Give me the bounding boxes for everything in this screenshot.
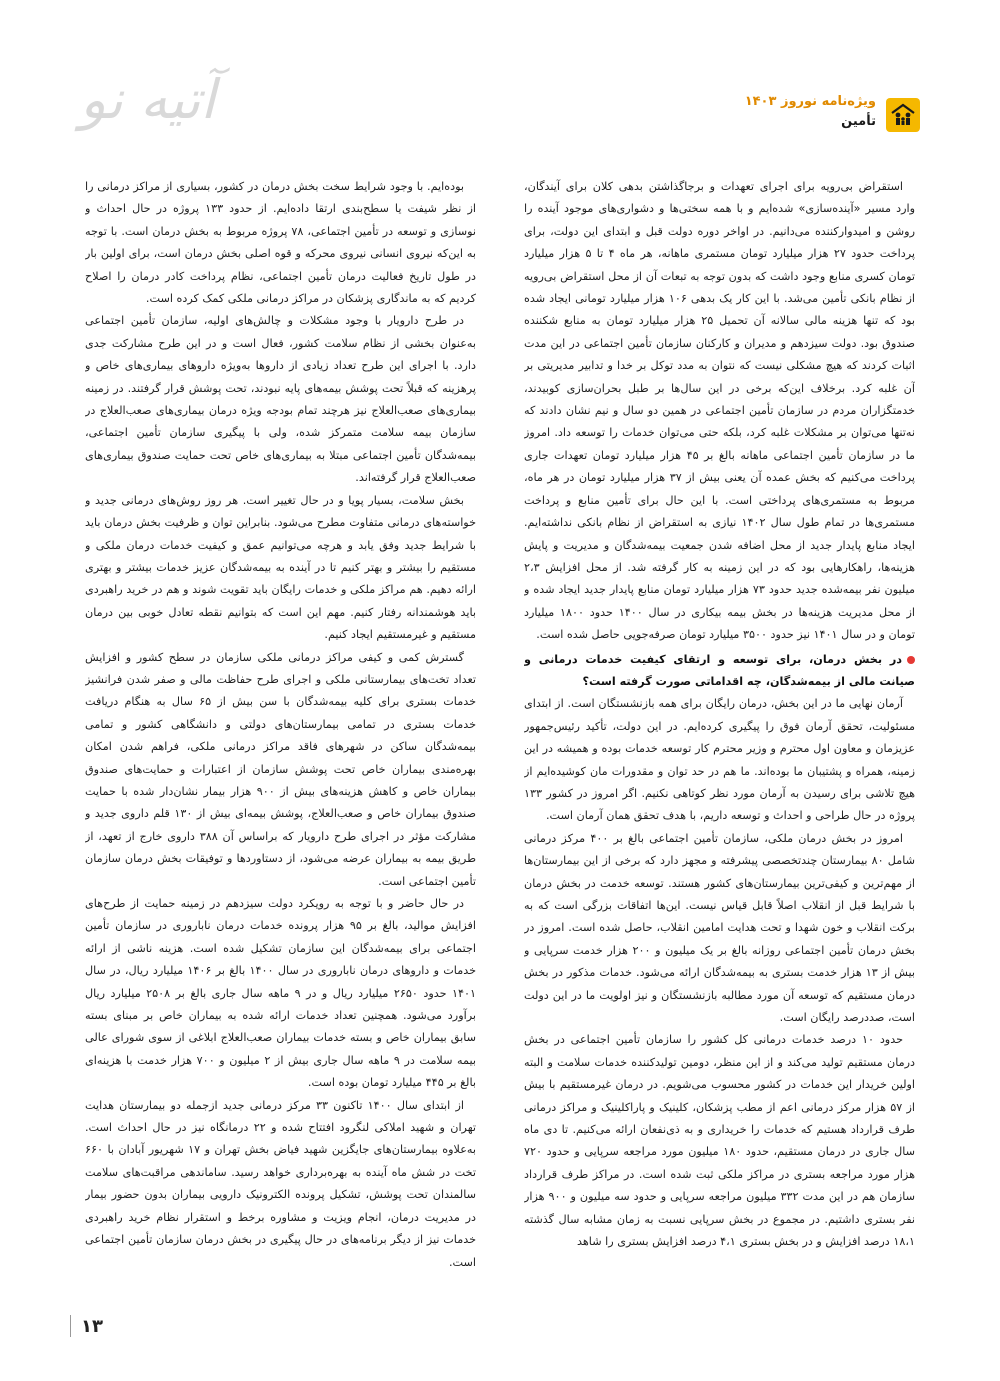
paragraph: از ابتدای سال ۱۴۰۰ تاکنون ۳۳ مرکز درمانی جدید ازجمله دو بیمارستان هدایت تهران و شهید املاکی لنگرود افتتاح شده و ۲۲ درمانگاه نیز در حال احداث است. به‌علاوه بیمارستان‌های جایگزین شهید فیاض بخش تهران و ۱۷ شهریور آبادان با ۶۶۰ تخت در شش ماه آینده به بهره‌برداری خواهد رسید. ساماندهی مراقبت‌های سلامت سالمندان تحت پوشش، تشکیل پرونده الکترونیک دارویی بیماران بدون حضور بیمار در مدیریت درمان، انجام ویزیت و مشاوره برخط و استقرار نظام خرید راهبردی خدمات نیز از دیگر برنامه‌های در حال پیگیری در بخش درمان سازمان تأمین اجتماعی است. bbox=[85, 1098, 476, 1269]
right-column bbox=[524, 176, 915, 1289]
brand-mark: آتیه نو bbox=[80, 68, 216, 131]
paragraph: گسترش کمی و کیفی مراکز درمانی ملکی سازمان در سطح کشور و افزایش تعداد تخت‌های بیمارستانی ملکی و اجرای طرح حفاظت مالی و صفر شدن فرانشیز خدمات بستری برای کلیه بیمه‌شدگان با سن بیش از ۶۵ سال به هنگام دریافت خدمات بستری در تمامی بیمارستان‌های دولتی و دانشگاهی کشور و تمامی بیمه‌شدگان ساکن در شهرهای فاقد مراکز درمانی ملکی، فراهم شدن امکان بهره‌مندی بیماران خاص تحت پوشش سازمان از اعتبارات و حمایت‌های صندوق بیماران خاص و کاهش هزینه‌های بیش از ۹۰۰ هزار بیمار نشان‌دار شده با حمایت صندوق بیماران خاص و صعب‌العلاج، پوشش بیمه‌ای بیش از ۱۳۰ قلم داروی جدید و مشارکت مؤثر در اجرای طرح دارویار که براساس آن ۳۸۸ داروی خارج از تعهد، از طریق بیمه به بیماران عرضه می‌شود، از دستاوردها و توفیقات بخش درمان سازمان تأمین اجتماعی است. bbox=[85, 650, 476, 888]
page-header bbox=[70, 58, 910, 148]
left-column bbox=[85, 176, 476, 1289]
paragraph: امروز در بخش درمان ملکی، سازمان تأمین اجتماعی بالغ بر ۴۰۰ مرکز درمانی شامل ۸۰ بیمارستان چندتخصصی پیشرفته و مجهز دارد که برخی از این بیمارستان‌ها از مهم‌ترین و کیفی‌ترین بیمارستان‌های کشور هستند. توسعه خدمت در بخش درمان با شرایط قبل از انقلاب اصلاً قابل قیاس نیست. این‌ها اتفاقات بزرگی است که به برکت انقلاب و خون شهدا و تحت هدایت امامین انقلاب، حاصل شده است. امروز در بخش درمان تأمین اجتماعی روزانه بالغ بر یک میلیون و ۲۰۰ هزار خدمت سرپایی و بیش از ۱۳ هزار خدمت بستری به بیمه‌شدگان ارائه می‌شود. خدمات مذکور در بخش درمان مستقیم که توسعه آن مورد مطالبه بازنشستگان و نیز اولویت ما در این دولت است، صددرصد رایگان است. bbox=[524, 831, 915, 1025]
bullet-icon bbox=[907, 656, 915, 664]
paragraph: در طرح دارویار با وجود مشکلات و چالش‌های اولیه، سازمان تأمین اجتماعی به‌عنوان بخشی از نظام سلامت کشور، فعال است و در این طرح مشارکت جدی دارد. با اجرای این طرح تعداد زیادی از داروها به‌ویژه داروهای بیماری‌های خاص و پرهزینه که قبلاً تحت پوشش بیمه‌های پایه نبودند، تحت پوشش قرار گرفتند. در زمینه بیماری‌های صعب‌العلاج نیز هرچند تمام بودجه ویژه درمان بیماری‌های صعب‌العلاج در سازمان بیمه سلامت متمرکز شده، ولی با پیگیری سازمان تأمین اجتماعی، بیمه‌شدگان تأمین اجتماعی مبتلا به بیماری‌های خاص تحت حمایت صندوق بیماری‌های صعب‌العلاج قرار گرفته‌اند. bbox=[85, 314, 476, 485]
paragraph: آرمان نهایی ما در این بخش، درمان رایگان برای همه بازنشستگان است. از ابتدای مسئولیت، تحقق آرمان فوق را پیگیری کرده‌ایم. در این دولت، تأکید رئیس‌جمهور عزیزمان و معاون اول محترم و وزیر محترم کار توسعه خدمات بوده و همیشه در این زمینه، همراه و پشتیبان ما بوده‌اند. ما هم در حد توان و مقدورات مان کوشیده‌ایم از هیچ تلاشی برای رسیدن به آرمان مورد نظر کوتاهی نکنیم. اگر امروز در کشور ۱۳۳ پروژه در حال طراحی و احداث و توسعه داریم، با هدف تحقق همان آرمان است. bbox=[524, 697, 915, 823]
interview-question bbox=[524, 649, 915, 694]
article-body bbox=[85, 176, 915, 1289]
paragraph: بخش سلامت، بسیار پویا و در حال تغییر است. هر روز روش‌های درمانی جدید و خواسته‌های درمانی متفاوت مطرح می‌شود. بنابراین توان و ظرفیت بخش درمان باید با شرایط جدید وفق یابد و هرچه می‌توانیم عمق و کیفیت خدمات درمان ملکی و مستقیم را بیشتر و بهتر کنیم تا در آینده به بیمه‌شدگان عزیز خدمات بیشتر و بهتری ارائه دهیم. هم مراکز ملکی و خدمات رایگان باید تقویت شوند و هم در خرید راهبردی باید هوشمندانه رفتار کنیم. مهم این است که بتوانیم نقطه تعادل خوبی بین درمان مستقیم و غیرمستقیم ایجاد کنیم. bbox=[85, 493, 476, 642]
footer-divider bbox=[70, 1315, 71, 1337]
page-footer bbox=[70, 1315, 103, 1337]
paragraph: حدود ۱۰ درصد خدمات درمانی کل کشور را سازمان تأمین اجتماعی در بخش درمان مستقیم تولید می‌کند و از این منظر، دومین تولیدکننده خدمات سلامت و البته اولین خریدار این خدمات در کشور محسوب می‌شویم. در درمان غیرمستقیم با بیش از ۵۷ هزار مرکز درمانی اعم از مطب پزشکان، کلینیک و پاراکلینیک و مراکز درمانی طرف قرارداد هستیم که خدمات را خریداری و به ذی‌نفعان ارائه می‌کنیم. تا دی ماه سال جاری در درمان مستقیم، حدود ۱۸۰ میلیون مورد مراجعه سرپایی و حدود ۷۲۰ هزار مورد مراجعه بستری در مراکز ملکی ثبت شده است. در مراکز طرف قرارداد سازمان هم در این مدت ۳۳۲ میلیون مراجعه سرپایی و حدود سه میلیون و ۹۰۰ هزار نفر بستری داشتیم. در مجموع در بخش سرپایی نسبت به زمان مشابه سال گذشته ۱۸،۱ درصد افزایش و در بخش بستری ۴،۱ درصد افزایش بستری را شاهد bbox=[524, 1033, 915, 1249]
paragraph: در حال حاضر و با توجه به رویکرد دولت سیزدهم در زمینه حمایت از طرح‌های افزایش موالید، بالغ بر ۹۵ هزار پرونده خدمات درمان ناباروری در سازمان تأمین اجتماعی برای بیمه‌شدگان این سازمان تشکیل شده است. هزینه ناشی از ارائه خدمات و داروهای درمان ناباروری در سال ۱۴۰۰ بالغ بر ۱۴۰۶ میلیارد ریال، در سال ۱۴۰۱ حدود ۲۶۵۰ میلیارد ریال و در ۹ ماهه سال جاری بالغ بر ۲۵۰۸ میلیارد ریال برآورد می‌شود. همچنین تعداد خدمات ارائه شده به بیماران خاص بر مبنای بسته سابق بیماران خاص و بسته خدمات بیماران صعب‌العلاج ابلاغی از سوی شورای عالی بیمه سلامت در ۹ ماهه سال جاری بیش از ۲ میلیون و ۷۰۰ هزار خدمت با هزینه‌ای بالغ بر ۴۴۵ میلیارد تومان بوده است. bbox=[85, 897, 476, 1090]
section-title: تأمین bbox=[841, 114, 876, 129]
paragraph: استقراض بی‌رویه برای اجرای تعهدات و برجاگذاشتن بدهی کلان برای آیندگان، وارد مسیر «آینده‌سازی» شده‌ایم و با همه سختی‌ها و دشواری‌های موجود آینده را روشن و امیدوارکننده می‌دانیم. در اواخر دوره دولت قبل و ابتدای این دولت، برای پرداخت حدود ۲۷ هزار میلیارد تومان مستمری ماهانه، هر ماه ۴ تا ۵ هزار میلیارد تومان کسری منابع وجود داشت که بدون توجه به تبعات آن از محل استقراض بی‌رویه از نظام بانکی تأمین می‌شد. با این کار یک بدهی ۱۰۶ هزار میلیارد تومانی ایجاد شده بود که تنها هزینه مالی سالانه آن تحمیل ۲۵ هزار میلیارد تومان به منابع شکننده صندوق بود. دولت سیزدهم و مدیران و کارکنان سازمان تأمین اجتماعی در این مدت اثبات کردند که هیچ مشکلی نیست که نتوان به مدد توکل بر خدا و تدابیر مدیریتی بر آن غلبه کرد. برخلاف این‌که برخی در این سال‌ها بر طبل بحران‌سازی کوبیدند، خدمتگزاران مردم در سازمان تأمین اجتماعی در همین دو سال و نیم نشان دادند که نه‌تنها می‌توان بر مشکلات غلبه کرد، بلکه حتی می‌توان خدمات را توسعه داد. امروز ما در سازمان تأمین اجتماعی ماهانه بالغ بر ۴۵ هزار میلیارد تومان تعهدات جاری پرداخت می‌کنیم که بخش عمده آن یعنی بیش از ۳۷ هزار میلیارد تومان در هر ماه، مربوط به مستمری‌های پرداختی است. با این حال برای تأمین منابع و پرداخت مستمری‌ها در تمام طول سال ۱۴۰۲ نیازی به استقراض از نظام بانکی نداشته‌ایم. ایجاد منابع پایدار جدید از محل اضافه شدن جمعیت بیمه‌شدگان و مدیریت و پایش هزینه‌ها، راهکارهایی بود که در این زمینه به کار گرفته شد. از محل افزایش ۲،۳ میلیون نفر بیمه‌شده جدید حدود ۷۳ هزار میلیارد تومان منابع پایدار جدید ایجاد شده و از محل مدیریت هزینه‌ها در بخش بیمه بیکاری در سال ۱۴۰۰ حدود ۱۸۰۰ میلیارد تومان و در سال ۱۴۰۱ نیز حدود ۳۵۰۰ میلیارد تومان صرفه‌جویی حاصل شده است. bbox=[524, 180, 915, 642]
family-logo-icon bbox=[886, 98, 920, 132]
issue-title: ویژه‌نامه نوروز ۱۴۰۳ bbox=[744, 94, 876, 109]
page-number: ۱۳ bbox=[81, 1315, 103, 1337]
paragraph: بوده‌ایم. با وجود شرایط سخت بخش درمان در کشور، بسیاری از مراکز درمانی را از نظر شیفت یا سطح‌بندی ارتقا داده‌ایم. از حدود ۱۳۳ پروژه در حال احداث و نوسازی و توسعه در تأمین اجتماعی، ۷۸ پروژه مربوط به بخش درمان است. با توجه به این‌که نیروی انسانی نیروی محرکه و قوه اصلی بخش درمان است، برای اولین بار در طول تاریخ فعالیت درمان تأمین اجتماعی، نظام پرداخت کادر درمان را اصلاح کردیم که به ماندگاری پزشکان در مراکز درمانی ملکی کمک کرده است. bbox=[85, 180, 476, 306]
question-text: در بخش درمان، برای توسعه و ارتقای کیفیت خدمات درمانی و صیانت مالی از بیمه‌شدگان، چه اقداماتی صورت گرفته است؟ bbox=[524, 652, 915, 688]
